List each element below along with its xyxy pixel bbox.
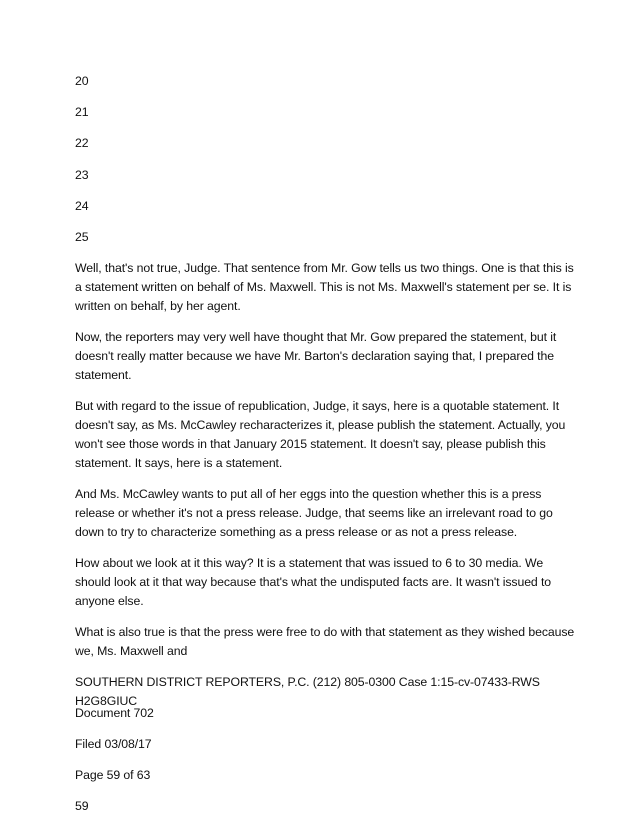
- line-number: 22: [75, 136, 89, 151]
- line-number: 20: [75, 74, 89, 88]
- line-number-list: [75, 72, 575, 247]
- document-number: Document 702: [75, 705, 154, 720]
- line-number: 21: [75, 105, 89, 120]
- transcript-paragraph: Well, that's not true, Judge. That sentence from Mr. Gow tells us two things. One is that this is a statement written on behalf of Ms. Maxwell. This is not Ms. Maxwell's statement per se. It is written on behalf, by her agent.: [75, 260, 574, 313]
- page-of-total: Page 59 of 63: [75, 767, 151, 782]
- filed-date: Filed 03/08/17: [75, 736, 152, 751]
- page-footer: [75, 673, 575, 816]
- transcript-paragraph: But with regard to the issue of republication, Judge, it says, here is a quotable statement. It doesn't say, as Ms. McCawley recharacterizes it, please publish the statement. Actually, you won't see those words in that January 2015 statement. It doesn't say, please publish this statement. It says, here is a statement.: [75, 398, 566, 470]
- transcript-paragraph: And Ms. McCawley wants to put all of her eggs into the question whether this is a press release or whether it's not a press release. Judge, that seems like an irrelevant road to go down to try to characterize something as a press release or as not a press release.: [75, 486, 553, 539]
- transcript-page: [75, 72, 575, 828]
- transcript-paragraph: Now, the reporters may very well have thought that Mr. Gow prepared the statement, but it doesn't really matter because we have Mr. Barton's declaration saying that, I prepared the statement.: [75, 329, 557, 382]
- line-number: 25: [75, 229, 89, 244]
- transcript-paragraph: How about we look at it this way? It is a statement that was issued to 6 to 30 media. We should look at it that way because that's what the undisputed facts are. It wasn't issued to anyone else.: [75, 555, 552, 608]
- page-number: 59: [75, 798, 89, 813]
- transcript-body: [75, 259, 575, 661]
- reporter-case-line: SOUTHERN DISTRICT REPORTERS, P.C. (212) 805-0300 Case 1:15-cv-07433-RWS H2G8GIUC: [75, 674, 540, 708]
- line-number: 23: [75, 167, 89, 182]
- transcript-paragraph: What is also true is that the press were free to do with that statement as they wished because we, Ms. Maxwell and: [75, 624, 575, 658]
- line-number: 24: [75, 198, 89, 213]
